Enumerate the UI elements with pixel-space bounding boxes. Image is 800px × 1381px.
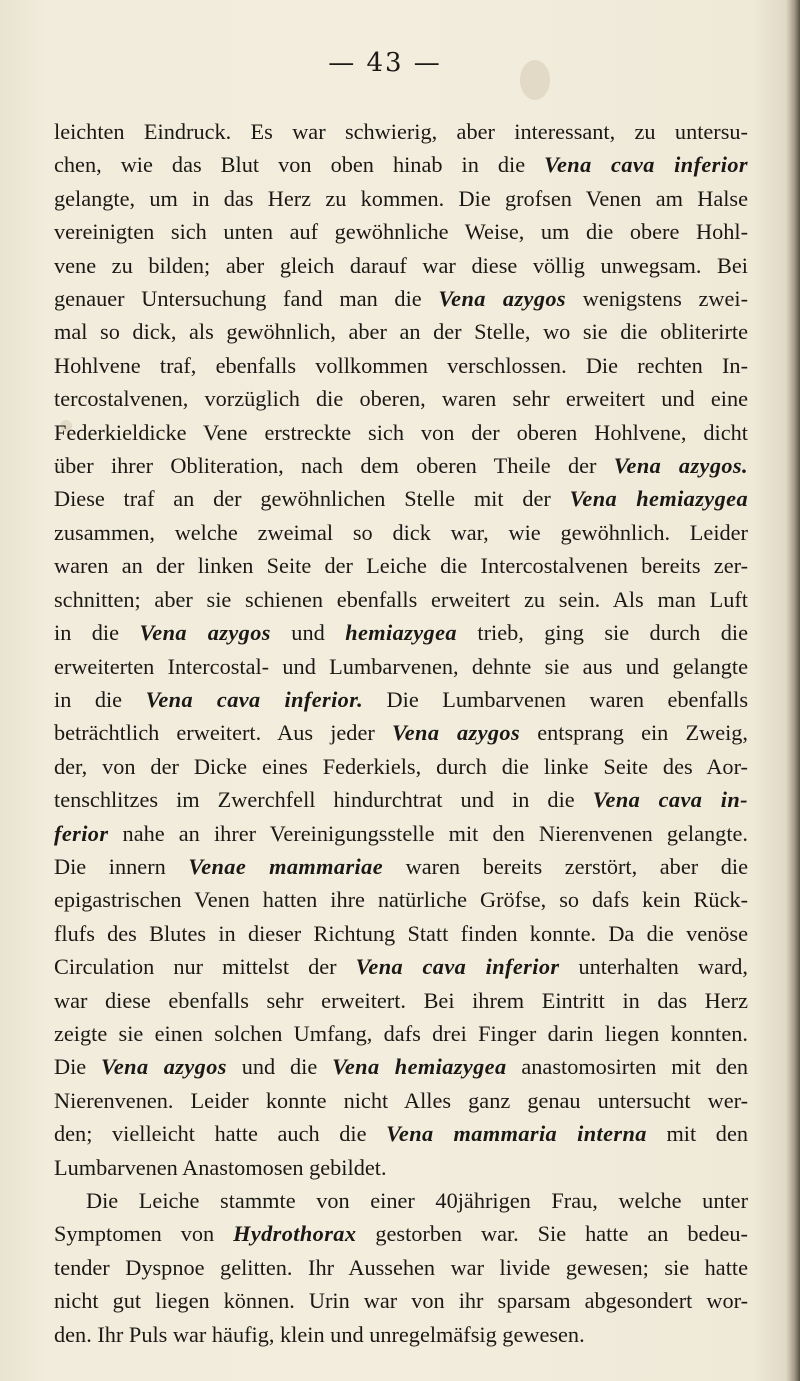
- paper-stain: [520, 60, 550, 100]
- text-line: Die Vena azygos und die Vena hemiazygea anastomosirten mit den: [54, 1054, 748, 1080]
- text-line: Federkieldicke Vene erstreckte sich von der oberen Hohlvene, dicht: [54, 419, 748, 445]
- latin-term: hemiazygea: [345, 620, 457, 646]
- latin-term: Vena azygos: [101, 1054, 227, 1080]
- text-line: Nierenvenen. Leider konnte nicht Alles ganz genau untersucht wer-: [54, 1087, 748, 1113]
- text-line: leichten Eindruck. Es war schwierig, aber interessant, zu untersu-: [54, 119, 748, 144]
- text-line: chen, wie das Blut von oben hinab in die Vena cava inferior: [54, 152, 748, 178]
- latin-term: Vena cava inferior: [544, 152, 748, 178]
- latin-term: Vena azygos: [438, 286, 567, 312]
- text-line: tenschlitzes im Zwerchfell hindurchtrat und in die Vena cava in-: [54, 787, 748, 813]
- text-line: Die innern Venae mammariae waren bereits zerstört, aber die: [54, 853, 749, 879]
- latin-term: Vena azygos: [391, 720, 521, 746]
- latin-term: Vena azygos: [139, 620, 271, 646]
- text-line: Lumbarvenen Anastomosen gebildet.: [54, 1154, 387, 1180]
- page-number: — 43 —: [328, 48, 442, 78]
- text-line: nicht gut liegen können. Urin war von ihr sparsam abgesondert wor-: [54, 1288, 748, 1314]
- text-line: schnitten; aber sie schienen ebenfalls erweitert zu sein. Als man Luft: [54, 586, 748, 612]
- text-line: in die Vena azygos und hemiazygea trieb, ging sie durch die: [54, 620, 749, 646]
- text-line: mal so dick, als gewöhnlich, aber an der Stelle, wo sie die obliterirte: [54, 319, 748, 345]
- text-line: zusammen, welche zweimal so dick war, wie gewöhnlich. Leider: [54, 519, 748, 545]
- latin-term: Venae mammariae: [188, 853, 383, 879]
- text-line: in die Vena cava inferior. Die Lumbarvenen waren ebenfalls: [54, 686, 748, 712]
- text-line: Diese traf an der gewöhnlichen Stelle mit der Vena hemiazygea: [54, 486, 748, 512]
- latin-term: Vena hemiazygea: [332, 1054, 507, 1080]
- latin-term: Vena cava inferior: [355, 954, 560, 980]
- text-line: gelangte, um in das Herz zu kommen. Die grofsen Venen am Halse: [54, 185, 748, 211]
- latin-term: Vena mammaria interna: [386, 1121, 647, 1147]
- text-line: den; vielleicht hatte auch die Vena mammaria interna mit den: [54, 1121, 749, 1147]
- text-line: der, von der Dicke eines Federkiels, durch die linke Seite des Aor-: [54, 753, 748, 779]
- text-line: vereinigten sich unten auf gewöhnliche Weise, um die obere Hohl-: [54, 219, 748, 245]
- latin-term: ferior: [54, 820, 109, 846]
- text-line: Symptomen von Hydrothorax gestorben war. Sie hatte an bedeu-: [54, 1221, 748, 1247]
- text-line: zeigte sie einen solchen Umfang, dafs drei Finger darin liegen konnten.: [54, 1020, 748, 1046]
- text-line: epigastrischen Venen hatten ihre natürliche Gröfse, so dafs kein Rück-: [54, 887, 748, 913]
- text-line: beträchtlich erweitert. Aus jeder Vena azygos entsprang ein Zweig,: [54, 720, 749, 746]
- text-line: flufs des Blutes in dieser Richtung Statt finden konnte. Da die venöse: [54, 920, 748, 946]
- body-text: [54, 115, 748, 1351]
- text-line: ferior nahe an ihrer Vereinigungsstelle mit den Nierenvenen gelangte.: [54, 820, 748, 846]
- text-line: Circulation nur mittelst der Vena cava inferior unterhalten ward,: [54, 954, 748, 980]
- text-line: über ihrer Obliteration, nach dem oberen Theile der Vena azygos.: [54, 453, 748, 479]
- latin-term: Vena cava inferior.: [145, 686, 364, 712]
- text-line: tercostalvenen, vorzüglich die oberen, waren sehr erweitert und eine: [54, 386, 748, 412]
- text-line: war diese ebenfalls sehr erweitert. Bei ihrem Eintritt in das Herz: [54, 987, 748, 1013]
- latin-term: Vena azygos.: [613, 453, 748, 479]
- latin-term: Vena cava in-: [592, 787, 748, 813]
- text-line: tender Dyspnoe gelitten. Ihr Aussehen war livide gewesen; sie hatte: [54, 1254, 748, 1280]
- latin-term: Hydrothorax: [233, 1221, 357, 1247]
- text-line: waren an der linken Seite der Leiche die Intercostalvenen bereits zer-: [54, 553, 748, 579]
- text-line: Hohlvene traf, ebenfalls vollkommen verschlossen. Die rechten In-: [54, 352, 748, 378]
- latin-term: Vena hemiazygea: [569, 486, 748, 512]
- text-line: Die Leiche stammte von einer 40jährigen Frau, welche unter: [86, 1188, 748, 1213]
- text-line: genauer Untersuchung fand man die Vena azygos wenigstens zwei-: [54, 286, 749, 312]
- text-line: erweiterten Intercostal- und Lumbarvenen, dehnte sie aus und gelangte: [54, 653, 748, 679]
- page-edge-shadow: [786, 0, 800, 1381]
- text-line: vene zu bilden; aber gleich darauf war diese völlig unwegsam. Bei: [54, 252, 748, 278]
- text-line: den. Ihr Puls war häufig, klein und unregelmäfsig gewesen.: [54, 1321, 585, 1347]
